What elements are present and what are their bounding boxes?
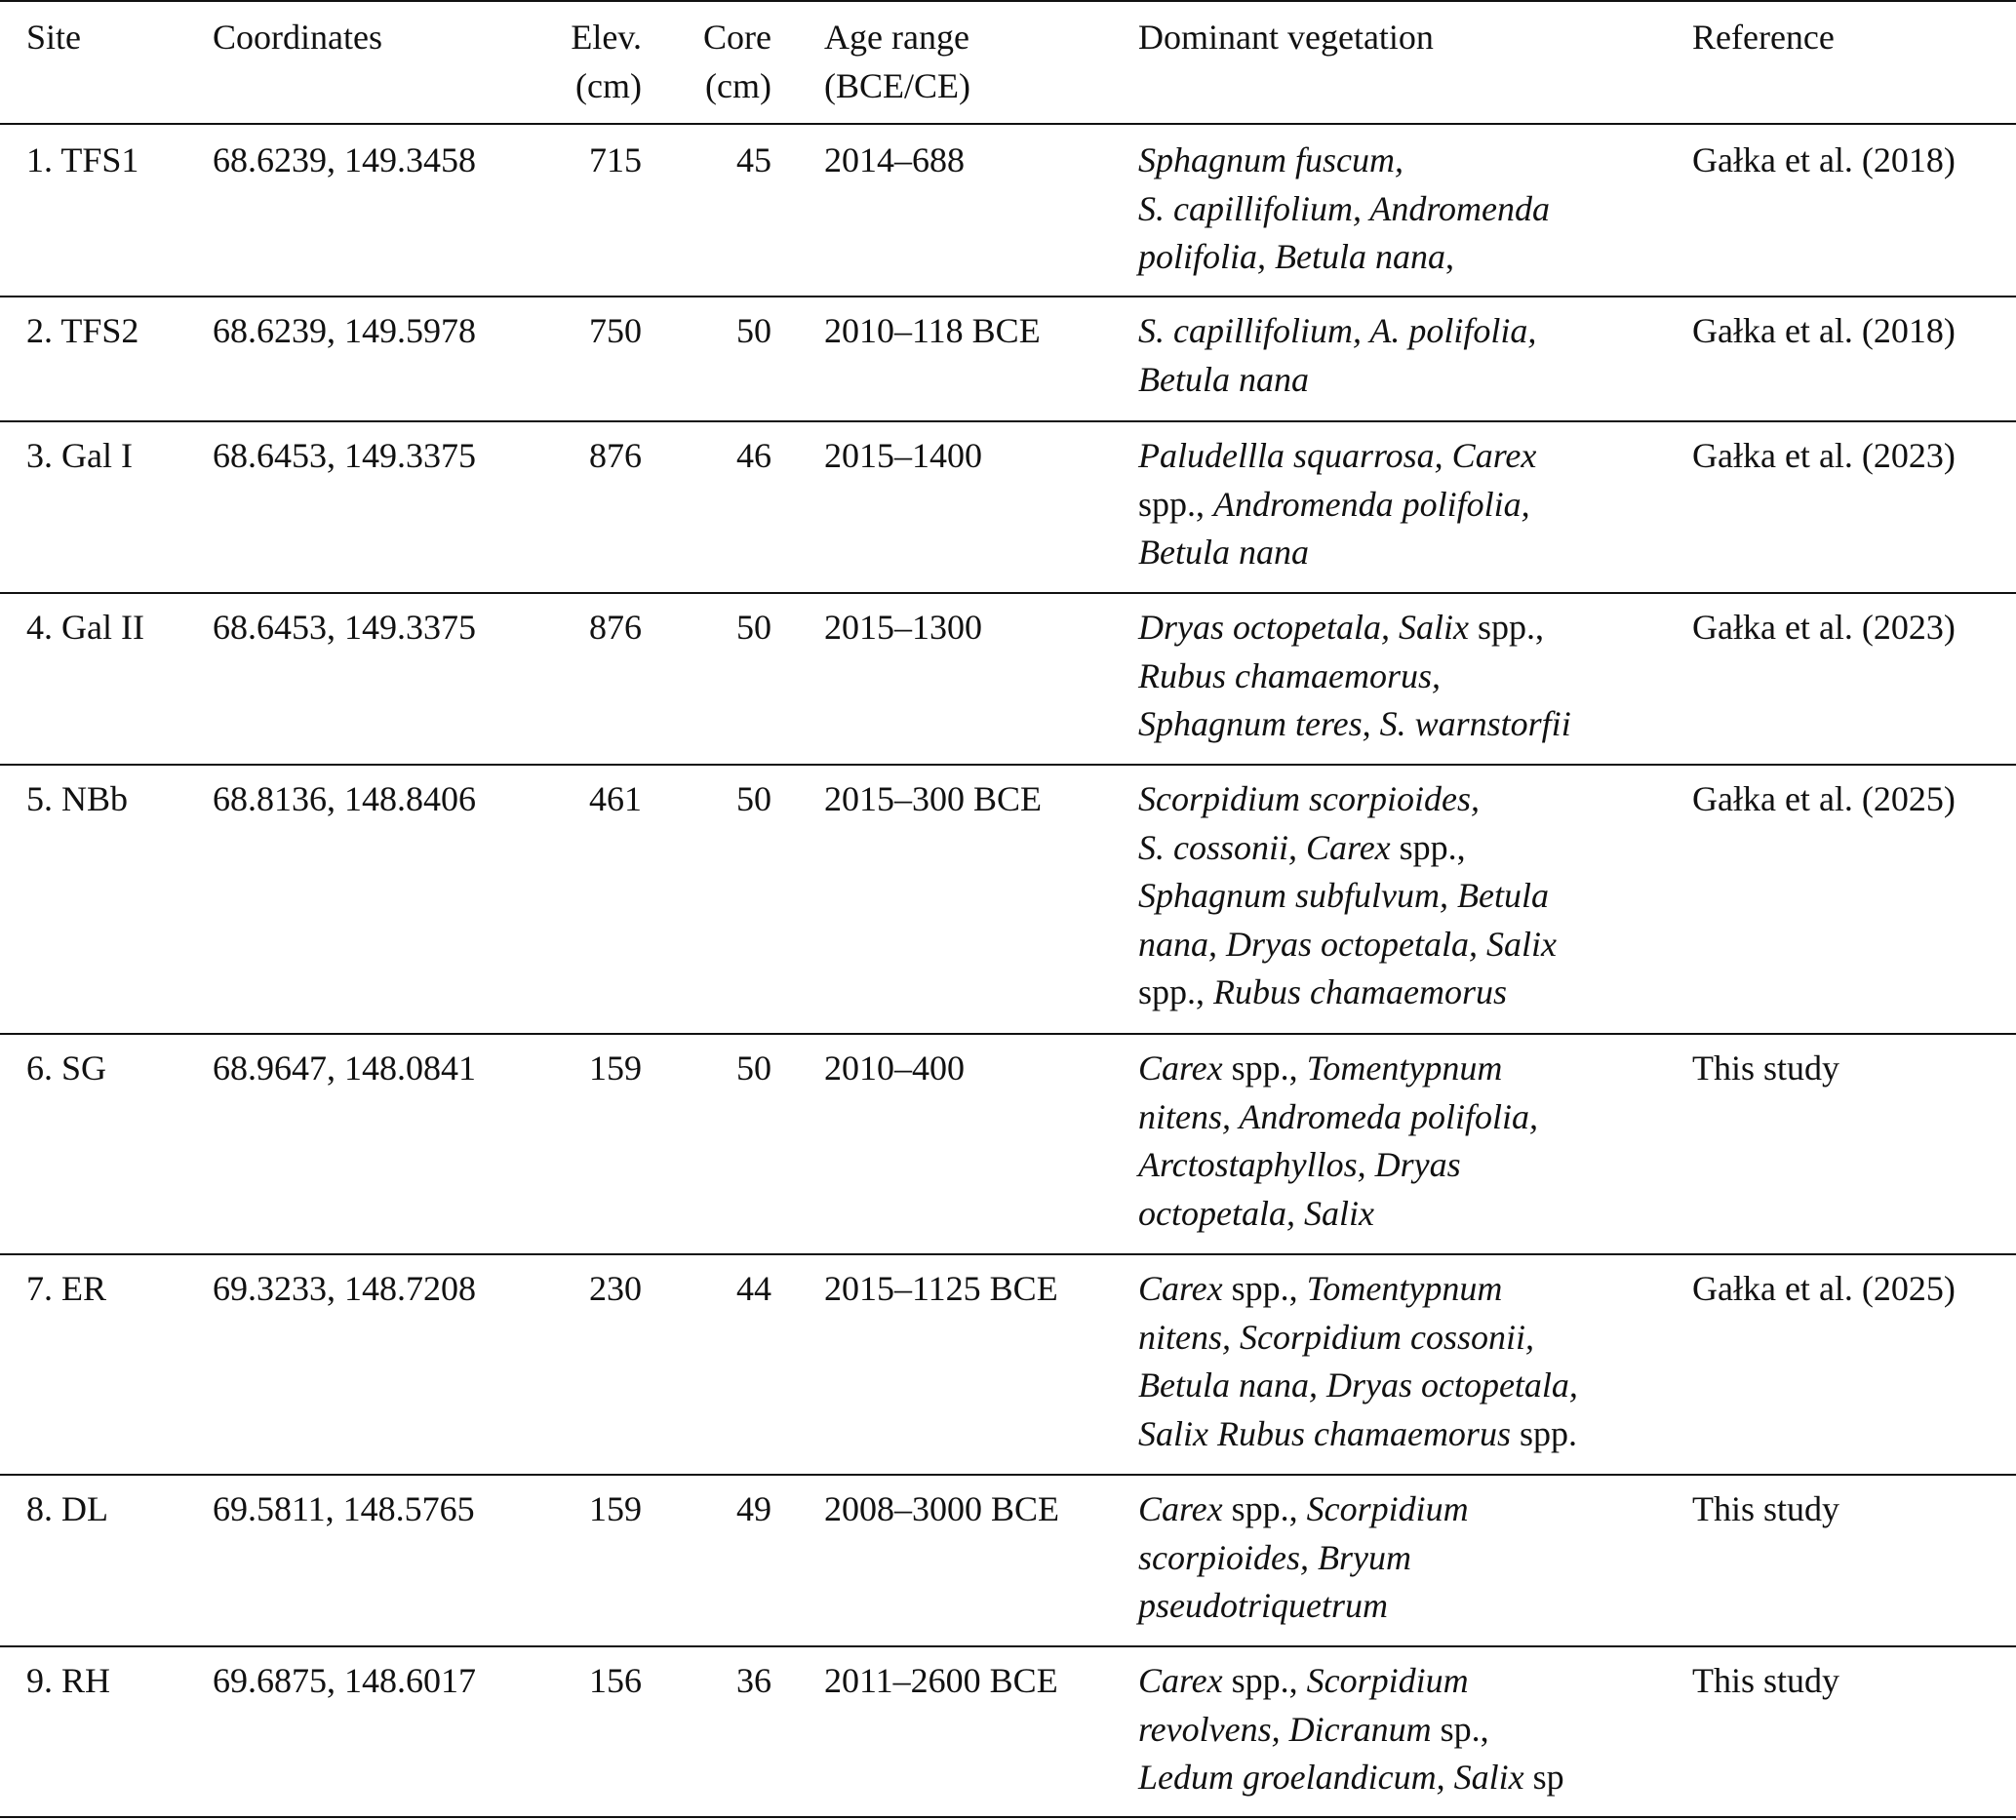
species-name: Scorpidium scorpioides, — [1138, 779, 1480, 818]
vegetation-line — [1138, 481, 1665, 530]
header-site: Site — [26, 18, 82, 57]
species-name: Carex — [1138, 1269, 1223, 1308]
species-name: Ledum groelandicum, Salix — [1138, 1758, 1524, 1797]
vegetation-line — [1138, 1190, 1665, 1239]
core-cell: 45 — [736, 140, 771, 179]
vegetation-line — [1138, 233, 1665, 282]
species-name: Tomentypnum — [1306, 1269, 1503, 1308]
species-name: Carex — [1138, 1048, 1223, 1088]
table-row — [0, 296, 2016, 420]
species-name: Carex — [1138, 1661, 1223, 1700]
species-name: Scorpidium — [1306, 1489, 1469, 1528]
species-name: pseudotriquetrum — [1138, 1586, 1388, 1625]
species-name: scorpioides, Bryum — [1138, 1537, 1411, 1577]
header-elevation — [534, 14, 642, 110]
coordinates-cell: 69.6875, 148.6017 — [213, 1661, 476, 1700]
vegetation-line — [1138, 1754, 1665, 1802]
vegetation-line — [1138, 700, 1665, 749]
species-name: Andromenda polifolia, — [1213, 484, 1530, 524]
table-row — [0, 1474, 2016, 1645]
age-range-cell: 2015–1400 — [824, 436, 982, 475]
header-core-line2: (cm) — [705, 65, 771, 105]
species-name: Scorpidium — [1306, 1661, 1469, 1700]
vegetation-line — [1138, 529, 1665, 577]
species-name: Sphagnum subfulvum, Betula — [1138, 876, 1549, 915]
age-range-cell: 2010–118 BCE — [824, 311, 1041, 350]
site-cell: 9. RH — [26, 1661, 111, 1700]
elevation-cell: 230 — [589, 1269, 642, 1308]
age-range-cell: 2011–2600 BCE — [824, 1661, 1058, 1700]
species-name: octopetala, Salix — [1138, 1193, 1374, 1233]
vegetation-line — [1138, 653, 1665, 701]
coordinates-cell: 69.5811, 148.5765 — [213, 1489, 475, 1528]
reference-cell: This study — [1692, 1661, 1840, 1700]
vegetation-line — [1138, 1045, 1665, 1093]
coordinates-cell: 68.6453, 149.3375 — [213, 608, 476, 647]
site-cell: 6. SG — [26, 1048, 107, 1088]
vegetation-line — [1138, 1362, 1665, 1410]
vegetation-text: , — [1444, 237, 1454, 276]
vegetation-line — [1138, 969, 1665, 1017]
table-row — [0, 1645, 2016, 1816]
vegetation-text: sp., — [1431, 1709, 1489, 1749]
reference-cell: Gałka et al. (2025) — [1692, 779, 1956, 818]
site-cell: 2. TFS2 — [26, 311, 139, 350]
coordinates-cell: 68.8136, 148.8406 — [213, 779, 476, 818]
vegetation-line — [1138, 137, 1665, 185]
vegetation-text: spp., — [1222, 1661, 1307, 1700]
elevation-cell: 750 — [589, 311, 642, 350]
age-range-cell: 2008–3000 BCE — [824, 1489, 1060, 1528]
site-cell: 5. NBb — [26, 779, 129, 818]
site-cell: 4. Gal II — [26, 608, 144, 647]
species-name: Betula nana — [1138, 359, 1309, 399]
elevation-cell: 876 — [589, 436, 642, 475]
header-core — [673, 14, 771, 110]
vegetation-cell — [1138, 1485, 1665, 1631]
header-elevation-line1: Elev. — [571, 18, 642, 57]
header-age-line1: Age range — [824, 18, 969, 57]
species-name: Salix Rubus chamaemorus — [1138, 1413, 1511, 1453]
reference-cell: Gałka et al. (2023) — [1692, 608, 1956, 647]
species-name: Rubus chamaemorus, — [1138, 655, 1441, 695]
header-coordinates: Coordinates — [213, 18, 382, 57]
elevation-cell: 461 — [589, 779, 642, 818]
species-name: Dryas octopetala, Salix — [1138, 608, 1469, 647]
vegetation-text: sp — [1523, 1758, 1564, 1797]
site-cell: 7. ER — [26, 1269, 107, 1308]
vegetation-cell — [1138, 432, 1665, 577]
coordinates-cell: 68.6453, 149.3375 — [213, 436, 476, 475]
core-cell: 49 — [736, 1489, 771, 1528]
table-row — [0, 420, 2016, 592]
core-cell: 50 — [736, 608, 771, 647]
vegetation-text: spp. — [1510, 1413, 1577, 1453]
vegetation-line — [1138, 1314, 1665, 1363]
elevation-cell: 876 — [589, 608, 642, 647]
vegetation-line — [1138, 824, 1665, 873]
vegetation-line — [1138, 1582, 1665, 1631]
coordinates-cell: 68.6239, 149.5978 — [213, 311, 476, 350]
vegetation-line — [1138, 1485, 1665, 1534]
age-range-cell: 2010–400 — [824, 1048, 965, 1088]
table-row — [0, 764, 2016, 1033]
vegetation-cell — [1138, 307, 1665, 404]
species-name: Sphagnum teres, S. warnstorfii — [1138, 704, 1571, 743]
header-elevation-line2: (cm) — [575, 65, 642, 105]
vegetation-text: spp., — [1222, 1269, 1307, 1308]
elevation-cell: 159 — [589, 1489, 642, 1528]
reference-cell: Gałka et al. (2025) — [1692, 1269, 1956, 1308]
vegetation-line — [1138, 1657, 1665, 1706]
vegetation-line — [1138, 1265, 1665, 1314]
core-cell: 44 — [736, 1269, 771, 1308]
species-name: Tomentypnum — [1306, 1048, 1503, 1088]
age-range-cell: 2015–1300 — [824, 608, 982, 647]
elevation-cell: 159 — [589, 1048, 642, 1088]
elevation-cell: 715 — [589, 140, 642, 179]
row-divider — [0, 1816, 2016, 1818]
vegetation-cell — [1138, 604, 1665, 749]
vegetation-line — [1138, 185, 1665, 234]
species-name: polifolia, Betula nana — [1138, 237, 1445, 276]
species-name: Rubus chamaemorus — [1213, 972, 1507, 1011]
header-core-line1: Core — [703, 18, 771, 57]
species-name: Betula nana, Dryas octopetala, — [1138, 1365, 1578, 1405]
vegetation-line — [1138, 1534, 1665, 1583]
vegetation-cell — [1138, 137, 1665, 282]
species-name: revolvens, Dicranum — [1138, 1709, 1432, 1749]
header-age-range — [824, 14, 970, 110]
elevation-cell: 156 — [589, 1661, 642, 1700]
vegetation-line — [1138, 1093, 1665, 1142]
core-cell: 46 — [736, 436, 771, 475]
vegetation-text: spp., — [1222, 1489, 1307, 1528]
table-row — [0, 1253, 2016, 1474]
vegetation-text: spp., — [1468, 608, 1544, 647]
species-name: S. capillifolium, A. polifolia, — [1138, 311, 1537, 350]
age-range-cell: 2015–300 BCE — [824, 779, 1043, 818]
vegetation-line — [1138, 1141, 1665, 1190]
vegetation-line — [1138, 432, 1665, 481]
vegetation-text: spp., — [1222, 1048, 1307, 1088]
age-range-cell: 2014–688 — [824, 140, 965, 179]
reference-cell: This study — [1692, 1048, 1840, 1088]
vegetation-line — [1138, 775, 1665, 824]
vegetation-cell — [1138, 1265, 1665, 1458]
vegetation-line — [1138, 356, 1665, 405]
table-header-row — [0, 2, 2016, 123]
species-name: Arctostaphyllos, Dryas — [1138, 1145, 1461, 1184]
core-cell: 50 — [736, 779, 771, 818]
vegetation-cell — [1138, 1657, 1665, 1802]
coordinates-cell: 68.9647, 148.0841 — [213, 1048, 476, 1088]
site-cell: 8. DL — [26, 1489, 108, 1528]
reference-cell: Gałka et al. (2018) — [1692, 140, 1956, 179]
header-reference: Reference — [1692, 18, 1835, 57]
age-range-cell: 2015–1125 BCE — [824, 1269, 1058, 1308]
reference-cell: Gałka et al. (2018) — [1692, 311, 1956, 350]
header-age-line2: (BCE/CE) — [824, 65, 970, 105]
reference-cell: This study — [1692, 1489, 1840, 1528]
species-name: Sphagnum fuscum, — [1138, 140, 1403, 179]
core-cell: 50 — [736, 1048, 771, 1088]
vegetation-text: spp., — [1138, 972, 1214, 1011]
reference-cell: Gałka et al. (2023) — [1692, 436, 1956, 475]
species-name: nana, Dryas octopetala, Salix — [1138, 924, 1557, 964]
species-name: Betula nana — [1138, 533, 1309, 572]
vegetation-line — [1138, 872, 1665, 921]
species-name: nitens, Scorpidium cossonii, — [1138, 1317, 1534, 1357]
site-cell: 1. TFS1 — [26, 140, 139, 179]
vegetation-text: spp., — [1138, 484, 1214, 524]
vegetation-text: spp., — [1390, 827, 1466, 867]
species-name: Carex — [1138, 1489, 1223, 1528]
coordinates-cell: 68.6239, 149.3458 — [213, 140, 476, 179]
vegetation-line — [1138, 307, 1665, 356]
vegetation-line — [1138, 1410, 1665, 1459]
species-name: Paludellla squarrosa, Carex — [1138, 436, 1537, 475]
species-name: nitens, Andromeda polifolia, — [1138, 1096, 1538, 1136]
vegetation-line — [1138, 921, 1665, 969]
vegetation-cell — [1138, 1045, 1665, 1238]
core-cell: 36 — [736, 1661, 771, 1700]
species-name: S. cossonii, Carex — [1138, 827, 1391, 867]
table-row — [0, 592, 2016, 764]
coordinates-cell: 69.3233, 148.7208 — [213, 1269, 476, 1308]
vegetation-line — [1138, 604, 1665, 653]
core-cell: 50 — [736, 311, 771, 350]
header-vegetation: Dominant vegetation — [1138, 18, 1434, 57]
table-row — [0, 125, 2016, 296]
vegetation-cell — [1138, 775, 1665, 1017]
site-cell: 3. Gal I — [26, 436, 133, 475]
species-name: S. capillifolium, Andromenda — [1138, 188, 1550, 228]
table-row — [0, 1033, 2016, 1253]
vegetation-line — [1138, 1706, 1665, 1755]
